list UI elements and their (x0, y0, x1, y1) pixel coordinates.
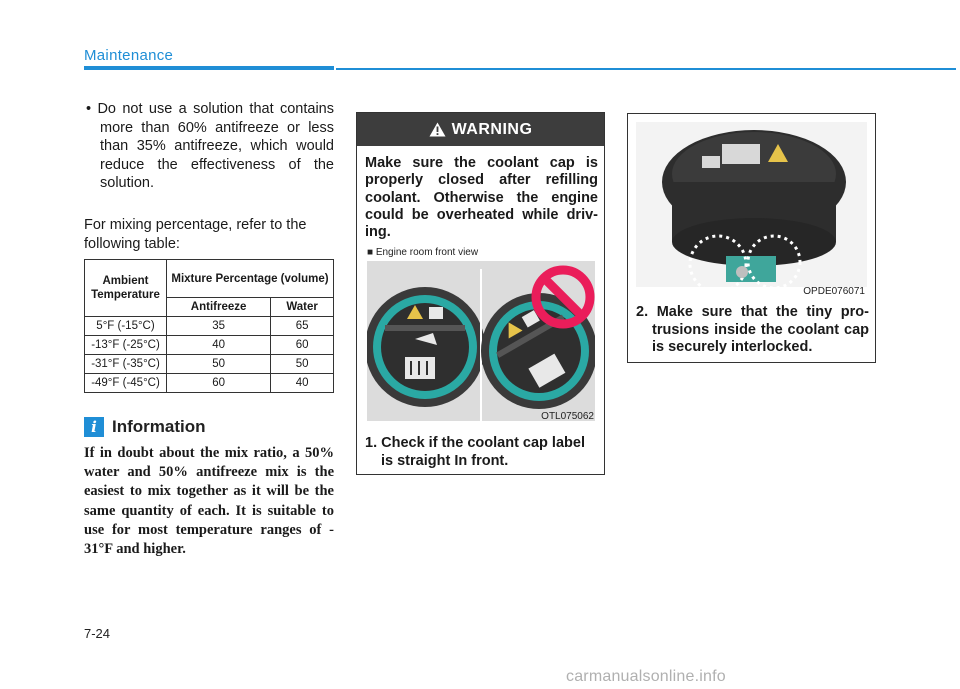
step-1: 1. Check if the coolant cap label is straight In front. (365, 435, 585, 469)
coolant-cap-illustration (367, 261, 595, 421)
warning-header (357, 113, 604, 146)
header-temperature: Ambient Temperature (85, 260, 167, 317)
antifreeze-bullet-text: Do not use a solution that contains more than 60% antifreeze or less than 35% antifreeze, which would reduce the effectiveness of the solution. (97, 101, 334, 191)
warning-box (356, 112, 605, 475)
antifreeze-bullet: • Do not use a solution that contains more than 60% antifreeze or less than 35% antifreeze, which would reduce the effectiveness of the solution. (86, 101, 334, 191)
coolant-cap-photo (367, 261, 595, 421)
table-row (85, 317, 334, 336)
warning-triangle-icon (429, 122, 446, 137)
header-mixture: Mixture Percentage (volume) (167, 260, 334, 298)
mixing-note: For mixing percentage, refer to the following table: (84, 217, 307, 252)
cap-interlock-photo (636, 122, 867, 287)
cell-temp: 5°F (-15°C) (85, 317, 167, 336)
cell-antifreeze: 50 (167, 355, 271, 374)
table-row (85, 336, 334, 355)
mixture-table (84, 259, 334, 393)
cell-water: 60 (271, 336, 334, 355)
info-title: Information (112, 417, 206, 436)
header-antifreeze: Antifreeze (167, 298, 271, 317)
info-icon: i (84, 417, 104, 437)
info-body: If in doubt about the mix ratio, a 50% water and 50% antifreeze mix is the easiest to mix together as it will be the same quantity of each. It is suitable to use for most temperature ranges of - 31°F and higher. (84, 445, 334, 558)
cell-water: 50 (271, 355, 334, 374)
cell-water: 40 (271, 374, 334, 393)
header-water: Water (271, 298, 334, 317)
table-row (85, 374, 334, 393)
header-rule-thin (336, 68, 956, 70)
section-title: Maintenance (84, 47, 174, 64)
cell-temp: -31°F (-35°C) (85, 355, 167, 374)
table-row (85, 355, 334, 374)
watermark: carmanualsonline.info (566, 668, 726, 685)
cell-temp: -49°F (-45°C) (85, 374, 167, 393)
warning-title: WARNING (451, 121, 533, 138)
cap-interlock-box (627, 113, 876, 363)
cell-water: 65 (271, 317, 334, 336)
header-rule-thick (84, 66, 334, 70)
photo-caption: ■ Engine room front view (367, 247, 479, 258)
cell-temp: -13°F (-25°C) (85, 336, 167, 355)
step-2: 2. Make sure that the tiny pro-trusions inside the coolant cap is securely interlocked. (636, 304, 869, 355)
photo-code: OPDE076071 (803, 286, 865, 297)
cell-antifreeze: 40 (167, 336, 271, 355)
cell-antifreeze: 60 (167, 374, 271, 393)
cap-interlock-illustration (636, 122, 867, 287)
warning-text: Make sure the coolant cap is properly closed after refilling coolant. Otherwise the engine could be overheated while driv-ing. (365, 155, 598, 241)
photo-code: OTL075062 (541, 411, 594, 422)
page-number: 7-24 (84, 626, 111, 641)
cell-antifreeze: 35 (167, 317, 271, 336)
